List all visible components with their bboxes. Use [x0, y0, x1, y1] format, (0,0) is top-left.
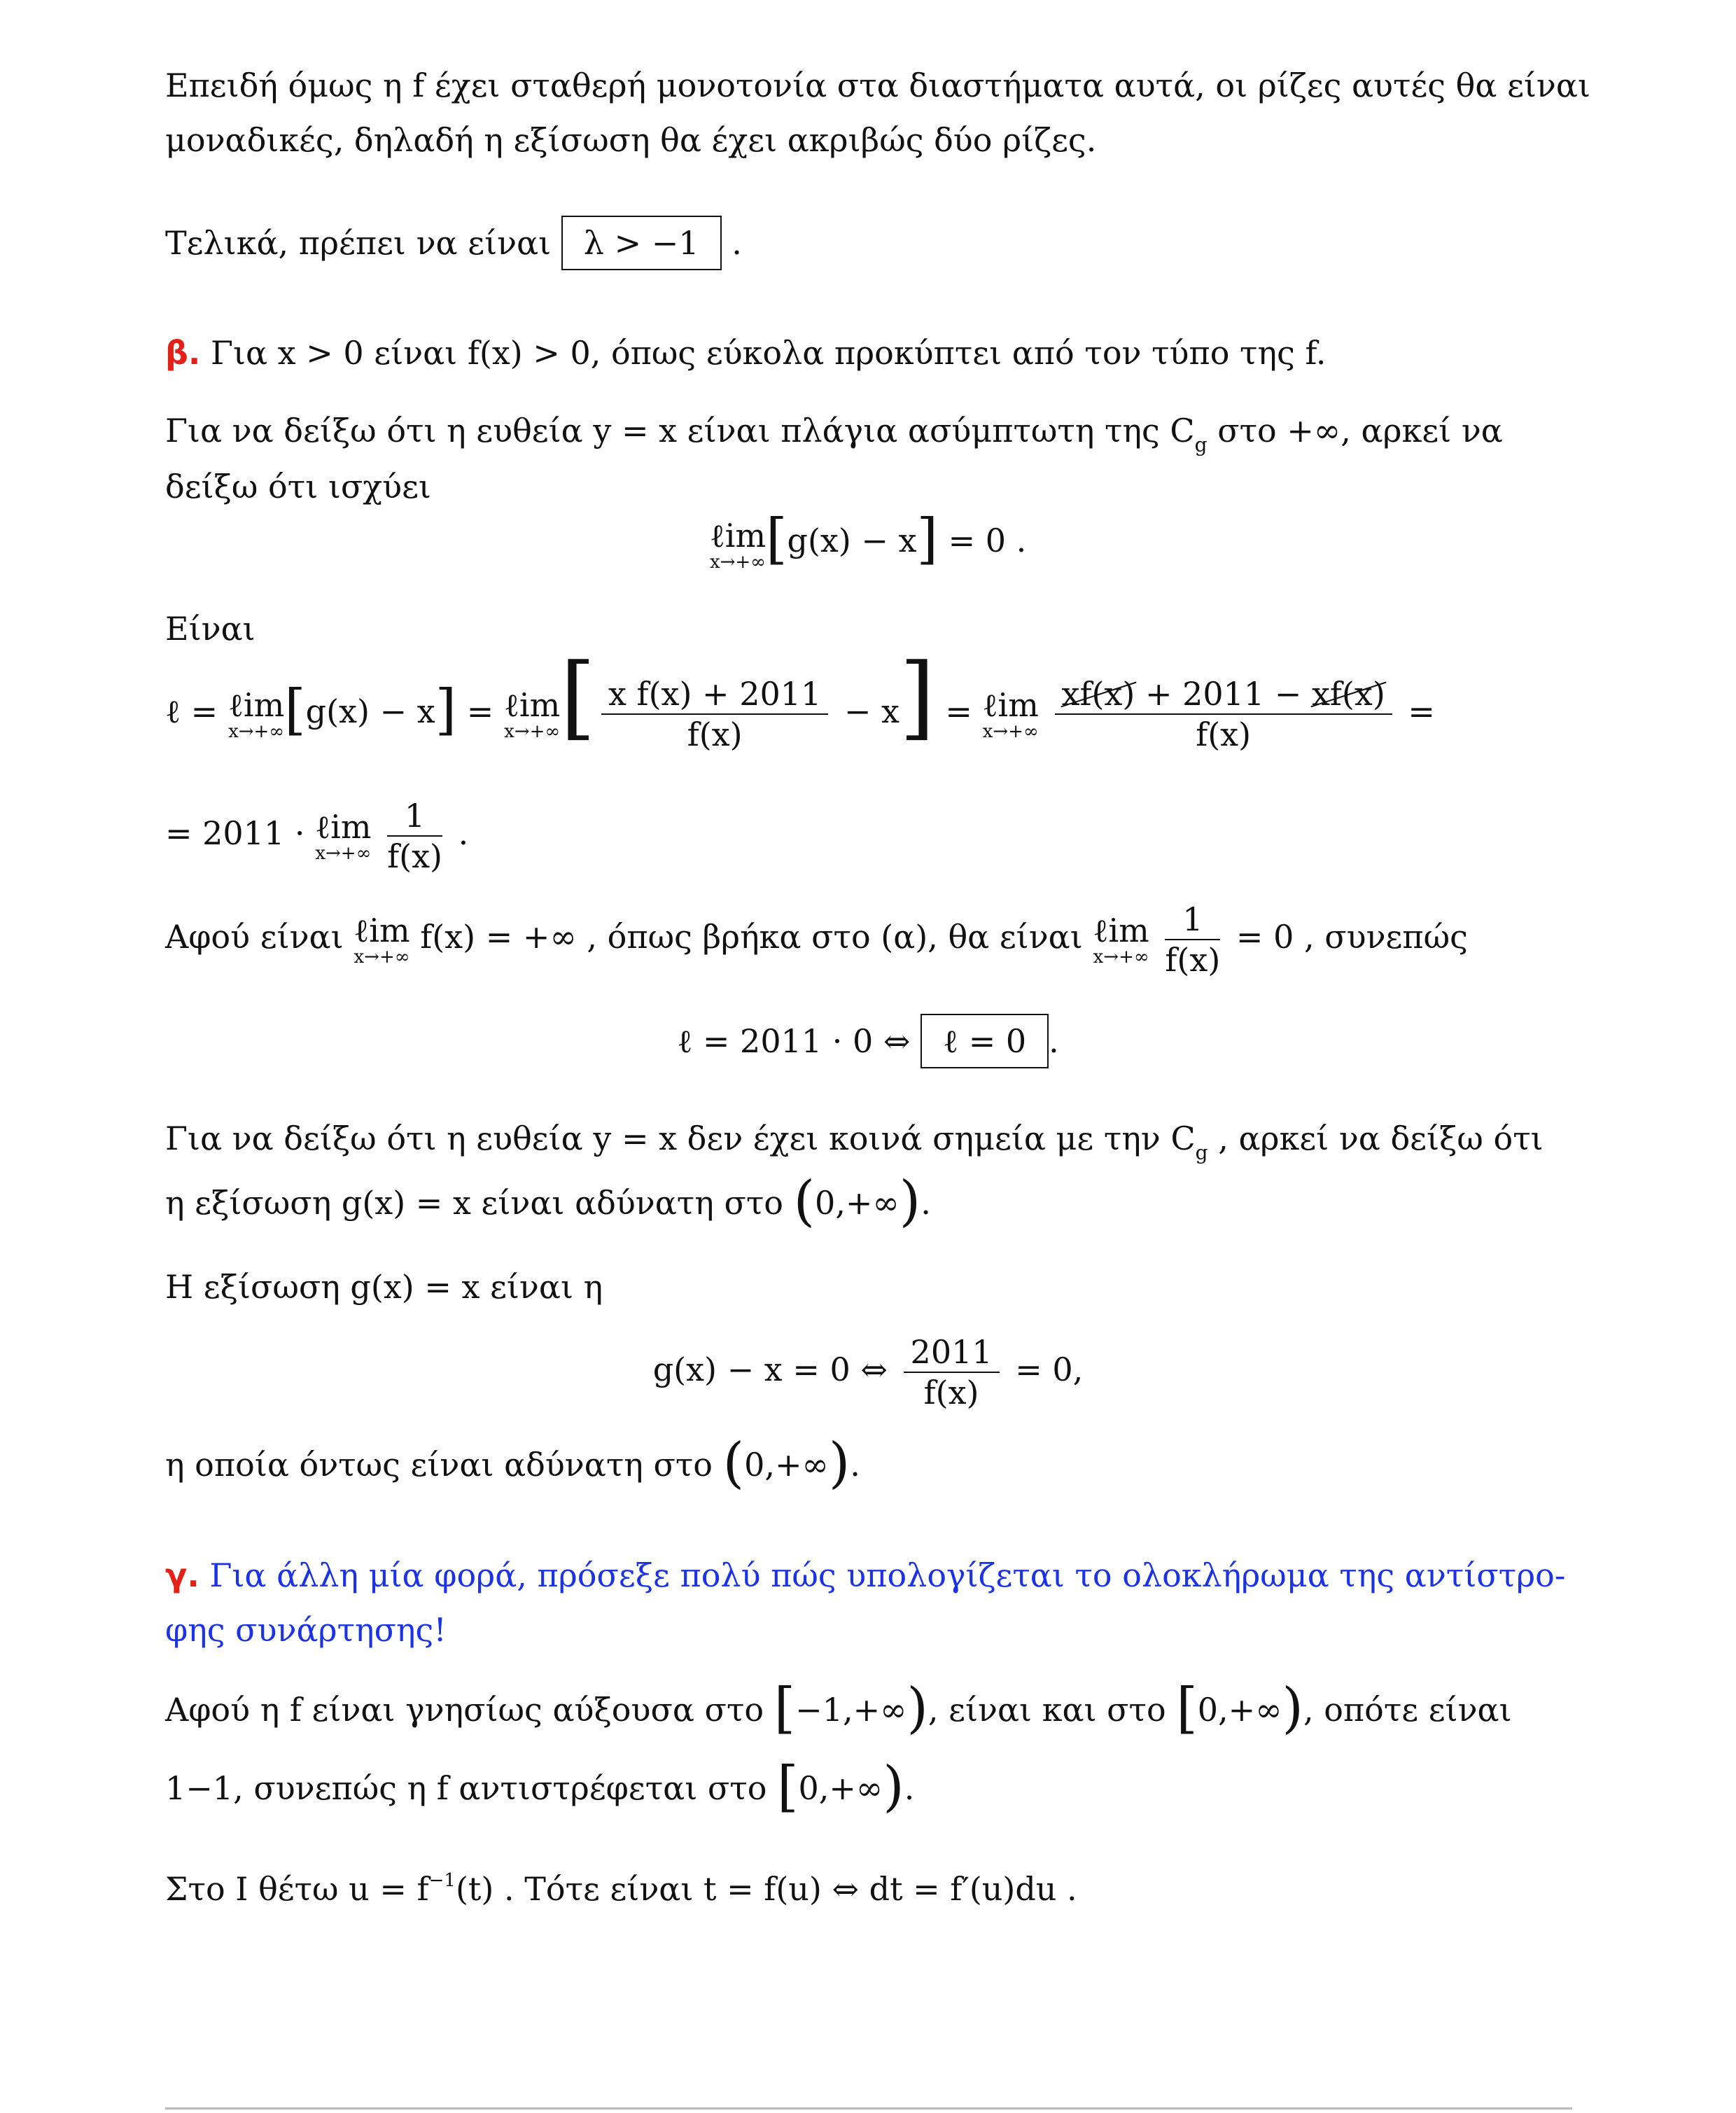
period: .: [1049, 1022, 1059, 1060]
paragraph-line: [165, 1170, 931, 1233]
text: Στο Ι θέτω u = f: [165, 1870, 429, 1908]
bracket: ]: [899, 643, 935, 750]
part-gamma-note: Για άλλη μία φορά, πρόσεξε πολύ πώς υπολογίζεται το ολοκλήρωμα της αντίστρο-: [209, 1556, 1566, 1594]
limit-operator: [504, 688, 560, 741]
eq-part: ℓ =: [165, 692, 228, 730]
fraction: [904, 1332, 1000, 1412]
part-beta-text: Για x > 0 είναι f(x) > 0, όπως εύκολα προκύπτει από τον τύπο της f.: [211, 334, 1326, 372]
boxed-result: λ > −1: [561, 216, 722, 270]
paragraph-line: δείξω ότι ισχύει: [165, 468, 431, 505]
lim-subscript: x→+∞: [504, 721, 561, 742]
equation-result: [165, 794, 468, 876]
conclusion-line: [165, 216, 742, 270]
lim-text: ℓim: [709, 517, 766, 555]
limit-operator: [983, 688, 1039, 741]
eq-part: = 0,: [1015, 1351, 1084, 1388]
cancelled-term: xf(x): [1311, 675, 1385, 713]
equation-chain: [165, 643, 1435, 754]
lim-text: ℓim: [354, 912, 410, 949]
bracket: [: [560, 643, 596, 750]
text: , είναι και στο: [927, 1691, 1166, 1729]
numerator: 1: [387, 796, 442, 837]
limit-operator: [710, 518, 766, 571]
lim-subscript: x→+∞: [1093, 947, 1149, 968]
denominator: f(x): [1196, 716, 1252, 753]
denominator: f(x): [923, 1374, 979, 1411]
cancelled-term: xf(x): [1061, 675, 1135, 713]
equation-impossible: [0, 1330, 1736, 1412]
subscript: g: [1195, 1141, 1208, 1164]
eq-part: = 2011 ·: [165, 814, 316, 852]
bracket: [: [1176, 1677, 1198, 1740]
text: f(x) = +∞ , όπως βρήκα στο (α), θα είναι: [420, 918, 1083, 956]
equation-limit: [0, 508, 1736, 573]
limit-operator: [354, 913, 410, 966]
paragraph-line: Επειδή όμως η f έχει σταθερή μονοτονία στα διαστήματα αυτά, οι ρίζες αυτές θα είναι: [165, 67, 1590, 104]
denominator: f(x): [387, 837, 442, 875]
bracket: ]: [916, 508, 938, 571]
lim-subscript: x→+∞: [228, 721, 284, 742]
paren: (: [722, 1432, 745, 1495]
paragraph-line: [165, 1432, 860, 1495]
interval: 0,+∞: [798, 1769, 883, 1807]
part-gamma-note-cont: φης συνάρτησης!: [165, 1611, 447, 1649]
period: .: [904, 1769, 915, 1807]
eq-part: g(x) − x = 0 ⇔: [652, 1351, 888, 1388]
text: Αφού η f είναι γνησίως αύξουσα στο: [165, 1691, 764, 1729]
fraction: [601, 674, 828, 754]
lim-body: g(x) − x: [787, 522, 917, 559]
paren: (: [793, 1170, 816, 1233]
numerator-middle: + 2011 −: [1135, 675, 1312, 713]
bracket: [: [777, 1755, 799, 1818]
paragraph-line: [165, 898, 1468, 979]
text: η οποία όντως είναι αδύνατη στο: [165, 1446, 713, 1484]
eq-part: − x: [844, 692, 899, 730]
lim-body: g(x) − x: [305, 692, 435, 730]
paren: ): [828, 1432, 850, 1495]
asymptote-text-end: στο +∞, αρκεί να: [1217, 412, 1503, 449]
numerator: [1055, 674, 1392, 715]
text: = 0 , συνεπώς: [1236, 918, 1468, 956]
interval: 0,+∞: [744, 1446, 829, 1484]
interval: 0,+∞: [1197, 1691, 1282, 1729]
fraction: [1055, 674, 1392, 754]
asymptote-text: Για να δείξω ότι η ευθεία y = x είναι πλάγια ασύμπτωτη της C: [165, 412, 1195, 449]
lim-text: ℓim: [982, 686, 1039, 724]
paragraph-line: [165, 410, 1503, 466]
lim-text: ℓim: [1093, 912, 1149, 949]
paragraph-line: [165, 1677, 1512, 1740]
lim-text: ℓim: [315, 808, 372, 846]
lim-text: ℓim: [503, 686, 561, 724]
text: Αφού είναι: [165, 918, 344, 956]
part-gamma-label: γ.: [165, 1556, 200, 1594]
bracket: [: [284, 678, 306, 741]
interval: −1,+∞: [795, 1691, 907, 1729]
numerator: 2011: [904, 1332, 1000, 1373]
paragraph-line: [165, 1117, 1544, 1174]
denominator: f(x): [687, 716, 743, 753]
lim-subscript: x→+∞: [354, 947, 410, 968]
paragraph-line: Είναι: [165, 610, 255, 648]
paren: ): [899, 1170, 921, 1233]
text: Για να δείξω ότι η ευθεία y = x δεν έχει κοινά σημεία με την C: [165, 1120, 1196, 1157]
denominator: f(x): [1165, 941, 1221, 979]
bracket: ]: [435, 678, 457, 741]
lim-text: ℓim: [227, 686, 285, 724]
eq-end: = 0 .: [948, 522, 1027, 559]
lim-subscript: x→+∞: [982, 721, 1039, 742]
numerator: 1: [1165, 900, 1220, 940]
bracket: [: [766, 508, 788, 571]
paragraph-line: μοναδικές, δηλαδή η εξίσωση θα έχει ακριβώς δύο ρίζες.: [165, 121, 1097, 159]
paragraph-line: [165, 1755, 915, 1818]
lim-subscript: x→+∞: [709, 552, 766, 573]
paren: ): [883, 1755, 904, 1818]
paragraph-line: Η εξίσωση g(x) = x είναι η: [165, 1268, 603, 1306]
part-gamma-line: [165, 1554, 1565, 1596]
part-beta-label: β.: [165, 334, 201, 372]
text: 1−1, συνεπώς η f αντιστρέφεται στο: [165, 1769, 767, 1807]
conclusion-text: Τελικά, πρέπει να είναι: [165, 224, 552, 262]
period: .: [850, 1446, 860, 1484]
bracket: [: [774, 1677, 796, 1740]
fraction: [1165, 900, 1220, 979]
text: (t) . Τότε είναι t = f(u) ⇔ dt = f′(u)du .: [455, 1870, 1077, 1908]
part-beta-line: [165, 332, 1326, 374]
text: η εξίσωση g(x) = x είναι αδύνατη στο: [165, 1184, 783, 1222]
fraction: [387, 796, 442, 876]
limit-operator: [228, 688, 284, 741]
period: .: [920, 1184, 931, 1222]
text: , αρκεί να δείξω ότι: [1218, 1120, 1544, 1157]
limit-operator: [1093, 913, 1149, 966]
text: , οπότε είναι: [1303, 1691, 1512, 1729]
boxed-result: ℓ = 0: [920, 1014, 1049, 1068]
paren: ): [1282, 1677, 1303, 1740]
paren: ): [906, 1677, 928, 1740]
eq-part: =: [945, 692, 983, 730]
eq-part: =: [466, 692, 504, 730]
equation-final-limit: [0, 1014, 1736, 1068]
footer-divider: [165, 2107, 1572, 2109]
subscript: g: [1194, 433, 1208, 456]
superscript: −1: [428, 1870, 456, 1891]
lim-subscript: x→+∞: [315, 843, 372, 864]
paragraph-line: [165, 1860, 1077, 1910]
limit-operator: [315, 809, 371, 863]
eq-part: .: [458, 814, 469, 852]
eq-part: =: [1408, 692, 1435, 730]
numerator: x f(x) + 2011: [601, 674, 828, 715]
eq-part: ℓ = 2011 · 0 ⇔: [677, 1022, 911, 1060]
interval: 0,+∞: [815, 1184, 899, 1222]
period: .: [732, 224, 742, 262]
